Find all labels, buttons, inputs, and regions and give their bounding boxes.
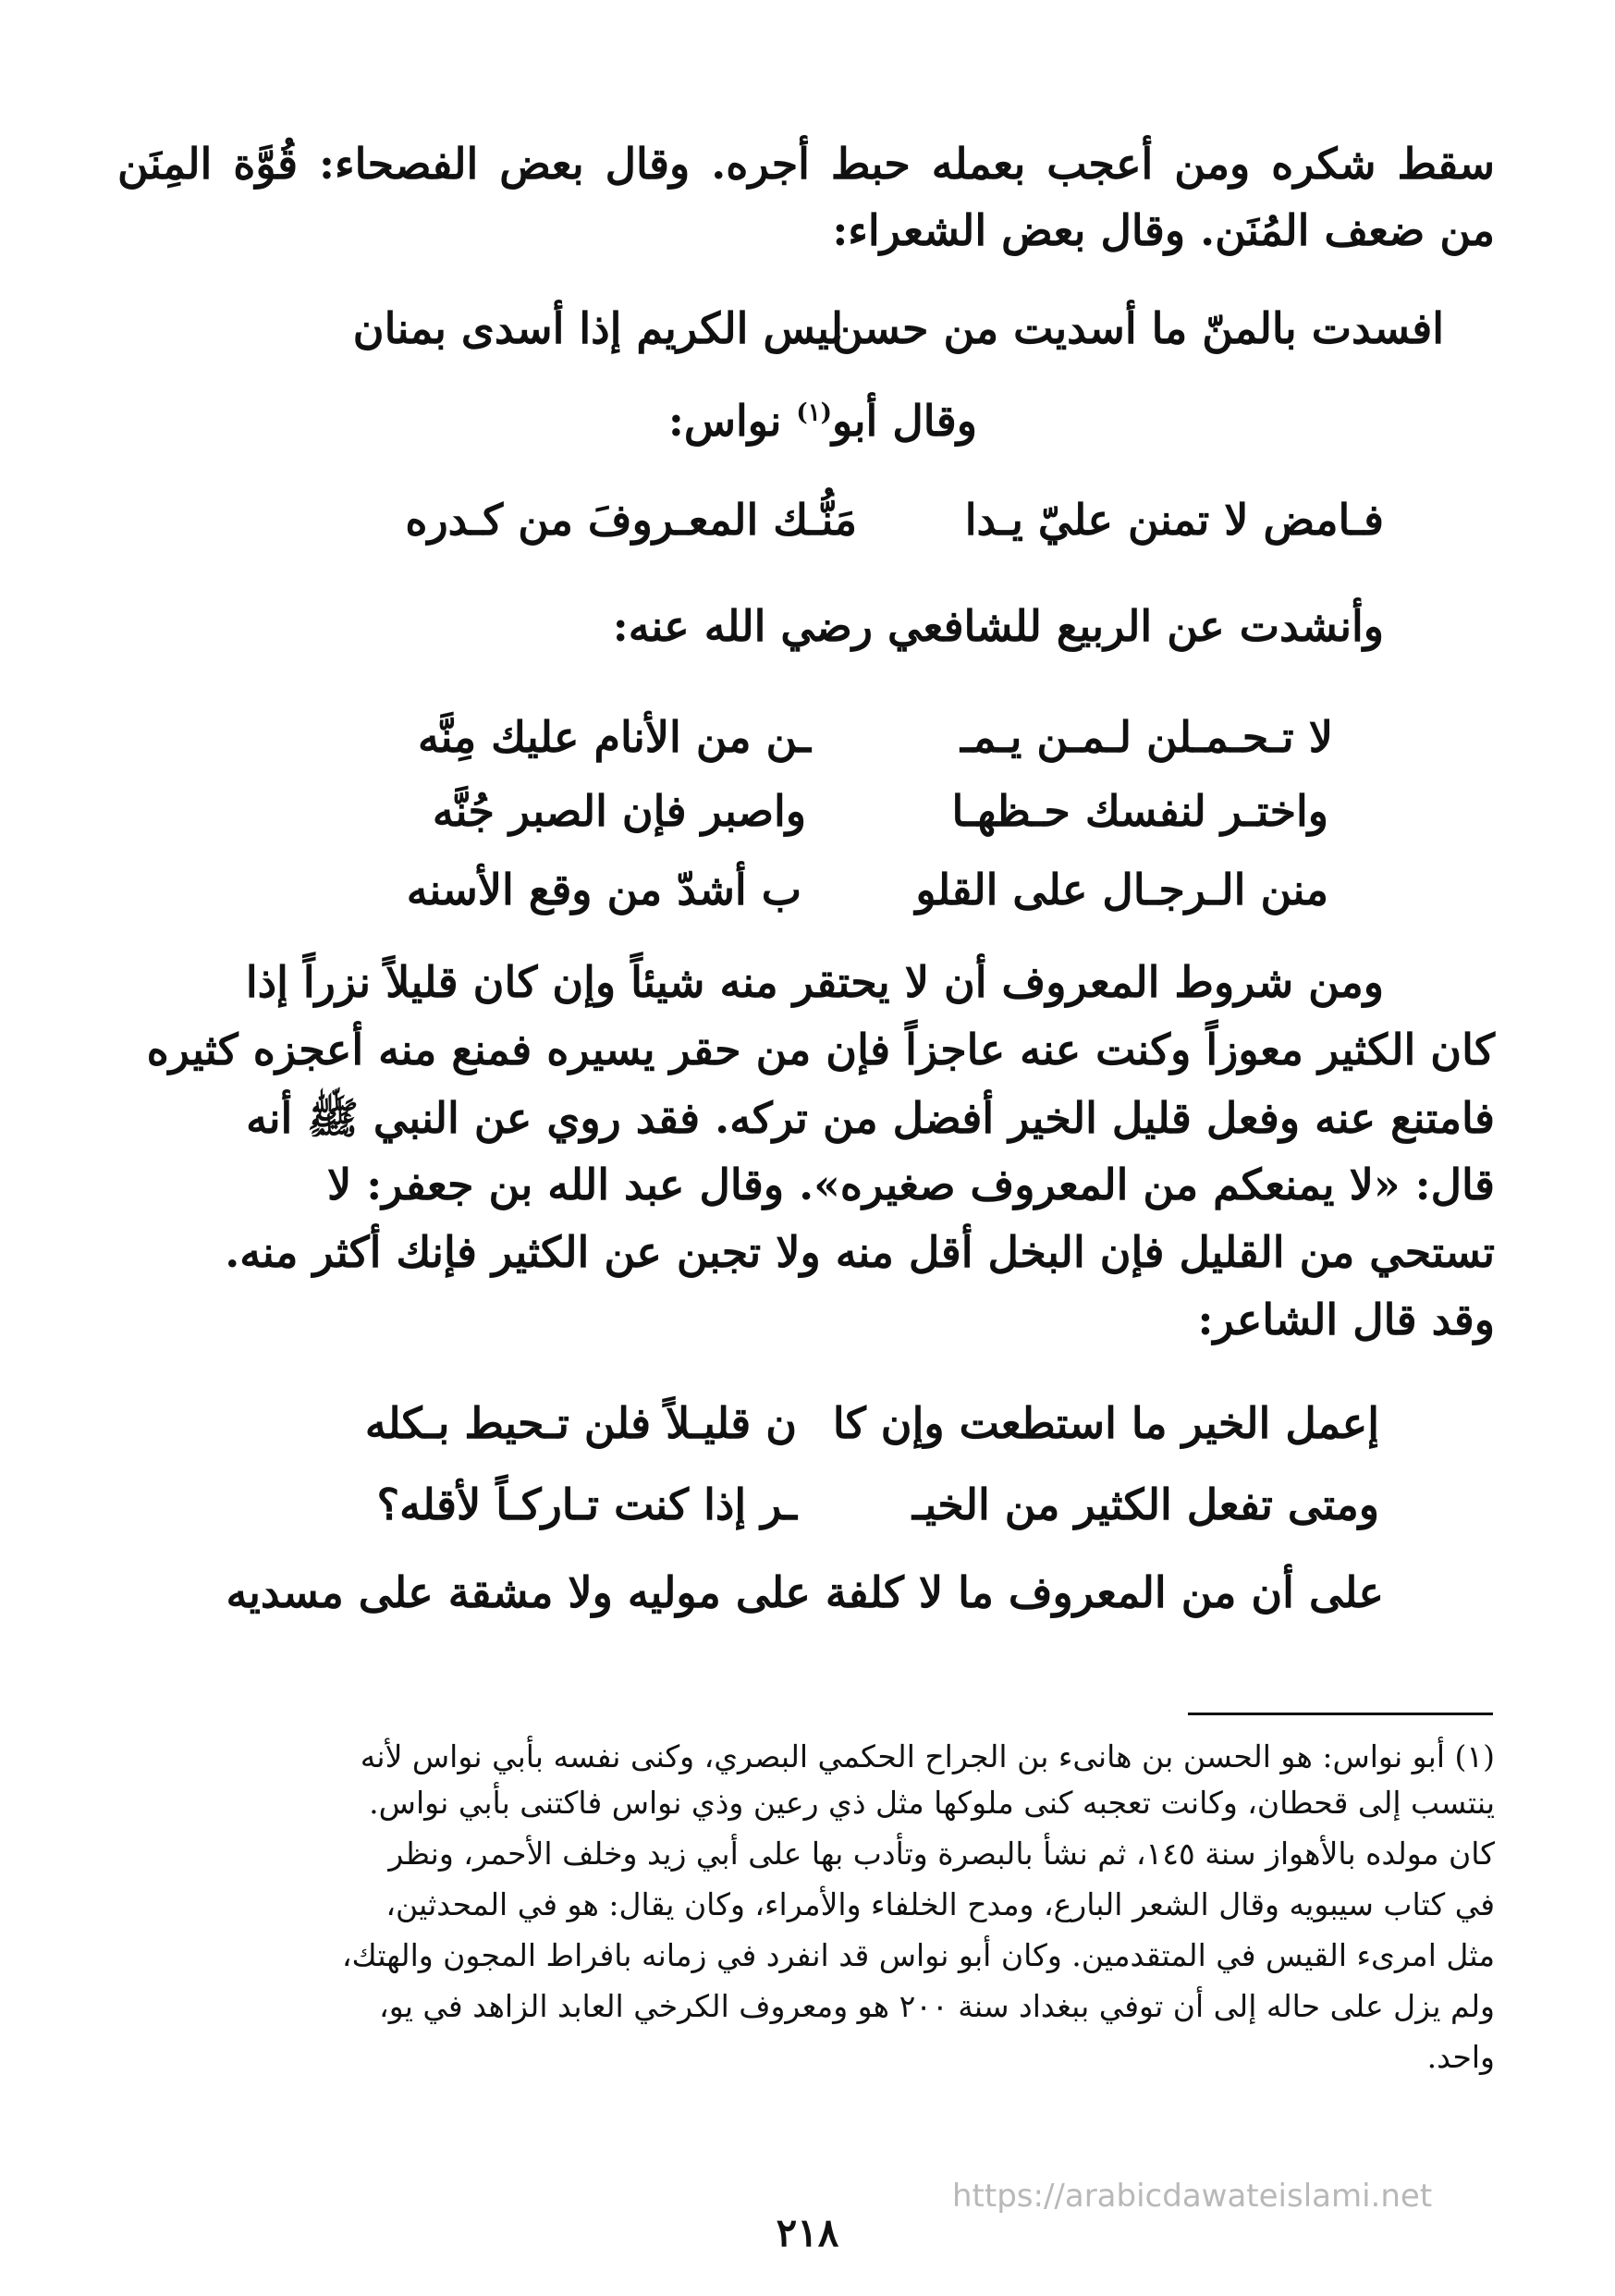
- footnote-line-7: واحد.: [1426, 2039, 1495, 2075]
- footnote-line-1: (١) أبو نواس: هو الحسن بن هانىء بن الجراح الحكمي البصري، وكنى نفسه بأبي نواس لأنه: [360, 1738, 1495, 1774]
- verse-4-first-hemistich: واختـر لنفسك حـظهـا: [951, 786, 1328, 836]
- abu-nuwas-intro: [668, 396, 977, 446]
- abu-nuwas-intro-a: وقال أبو: [831, 396, 977, 446]
- paragraph2-line-6: وقد قال الشاعر:: [1197, 1295, 1495, 1344]
- page-number: ٢١٨: [776, 2210, 839, 2255]
- verse-1-second-hemistich: ليس الكريم إذا أسدى بمنان: [352, 303, 843, 353]
- footnote-line-6: ولم يزل على حاله إلى أن توفي ببغداد سنة ٢٠٠ هو ومعروف الكرخي العابد الزاهد في يو،: [379, 1988, 1495, 2024]
- verse-6-first-hemistich: إعمل الخير ما استطعت وإن كا: [832, 1398, 1379, 1448]
- watermark-url: https://arabicdawateislami.net: [952, 2178, 1433, 2215]
- verse-6-second-hemistich: ن قليـلاً فلن تـحيط بـكله: [364, 1398, 797, 1448]
- verse-2-second-hemistich: مَنُّـك المعـروفَ من كـدره: [405, 495, 857, 545]
- shafii-intro: وأنشدت عن الربيع للشافعي رضي الله عنه:: [612, 601, 1384, 651]
- closing-line: على أن من المعروف ما لا كلفة على موليه ولا مشقة على مسديه: [226, 1567, 1384, 1617]
- verse-2-first-hemistich: فـامض لا تمنن عليّ يـدا: [964, 495, 1384, 545]
- verse-3-second-hemistich: ـن من الأنام عليك مِنَّه: [417, 712, 811, 762]
- verse-7-second-hemistich: ـر إذا كنت تـاركـاً لأقله؟: [376, 1480, 797, 1529]
- paragraph2-line-4: قال: «لا يمنعكم من المعروف صغيره». وقال عبد الله بن جعفر: لا: [326, 1160, 1495, 1209]
- footnote-line-4: في كتاب سيبويه وقال الشعر البارع، ومدح الخلفاء والأمراء، وكان يقال: هو في المحدثين،: [385, 1886, 1495, 1922]
- body-line-2: من ضعف المُنَن. وقال بعض الشعراء:: [832, 205, 1495, 255]
- footnote-line-5: مثل امرىء القيس في المتقدمين. وكان أبو نواس قد انفرد في زمانه بافراط المجون والهتك،: [341, 1937, 1495, 1973]
- paragraph2-line-2: كان الكثير معوزاً وكنت عنه عاجزاً فإن من حقر يسيره فمنع منه أعجزه كثيره: [146, 1025, 1495, 1074]
- verse-4-second-hemistich: واصبر فإن الصبر جُنَّه: [432, 786, 806, 836]
- verse-3-first-hemistich: لا تـحـمـلن لـمـن يـمـ: [960, 712, 1333, 762]
- paragraph2-line-3: فامتنع عنه وفعل قليل الخير أفضل من تركه. فقد روي عن النبي ﷺ أنه: [246, 1093, 1495, 1143]
- footnote-separator: [1188, 1713, 1493, 1715]
- abu-nuwas-intro-b: نواس:: [667, 396, 797, 446]
- paragraph2-line-5: تستحي من القليل فإن البخل أقل منه ولا تجبن عن الكثير فإنك أكثر منه.: [225, 1227, 1495, 1277]
- body-line-1: سقط شكره ومن أعجب بعمله حبط أجره. وقال بعض الفصحاء: قُوَّة المِنَن: [117, 139, 1495, 189]
- paragraph2-line-1: ومن شروط المعروف أن لا يحتقر منه شيئاً وإن كان قليلاً نزراً إذا: [245, 957, 1384, 1007]
- verse-7-first-hemistich: ومتى تفعل الكثير من الخيـ: [911, 1480, 1379, 1529]
- footnote-line-3: كان مولده بالأهواز سنة ١٤٥، ثم نشأ بالبصرة وتأدب بها على أبي زيد وخلف الأحمر، ونظر: [388, 1836, 1495, 1872]
- verse-5-second-hemistich: ب أشدّ من وقع الأسنه: [406, 865, 801, 915]
- verse-1-first-hemistich: افسدت بالمنّ ما أسديت من حسن: [831, 303, 1444, 353]
- verse-5-first-hemistich: منن الـرجـال على القلو: [915, 865, 1328, 915]
- footnote-marker[interactable]: (١): [796, 399, 832, 427]
- footnote-line-2: ينتسب إلى قحطان، وكانت تعجبه كنى ملوكها مثل ذي رعين وذي نواس فاكتنى بأبي نواس.: [369, 1785, 1495, 1821]
